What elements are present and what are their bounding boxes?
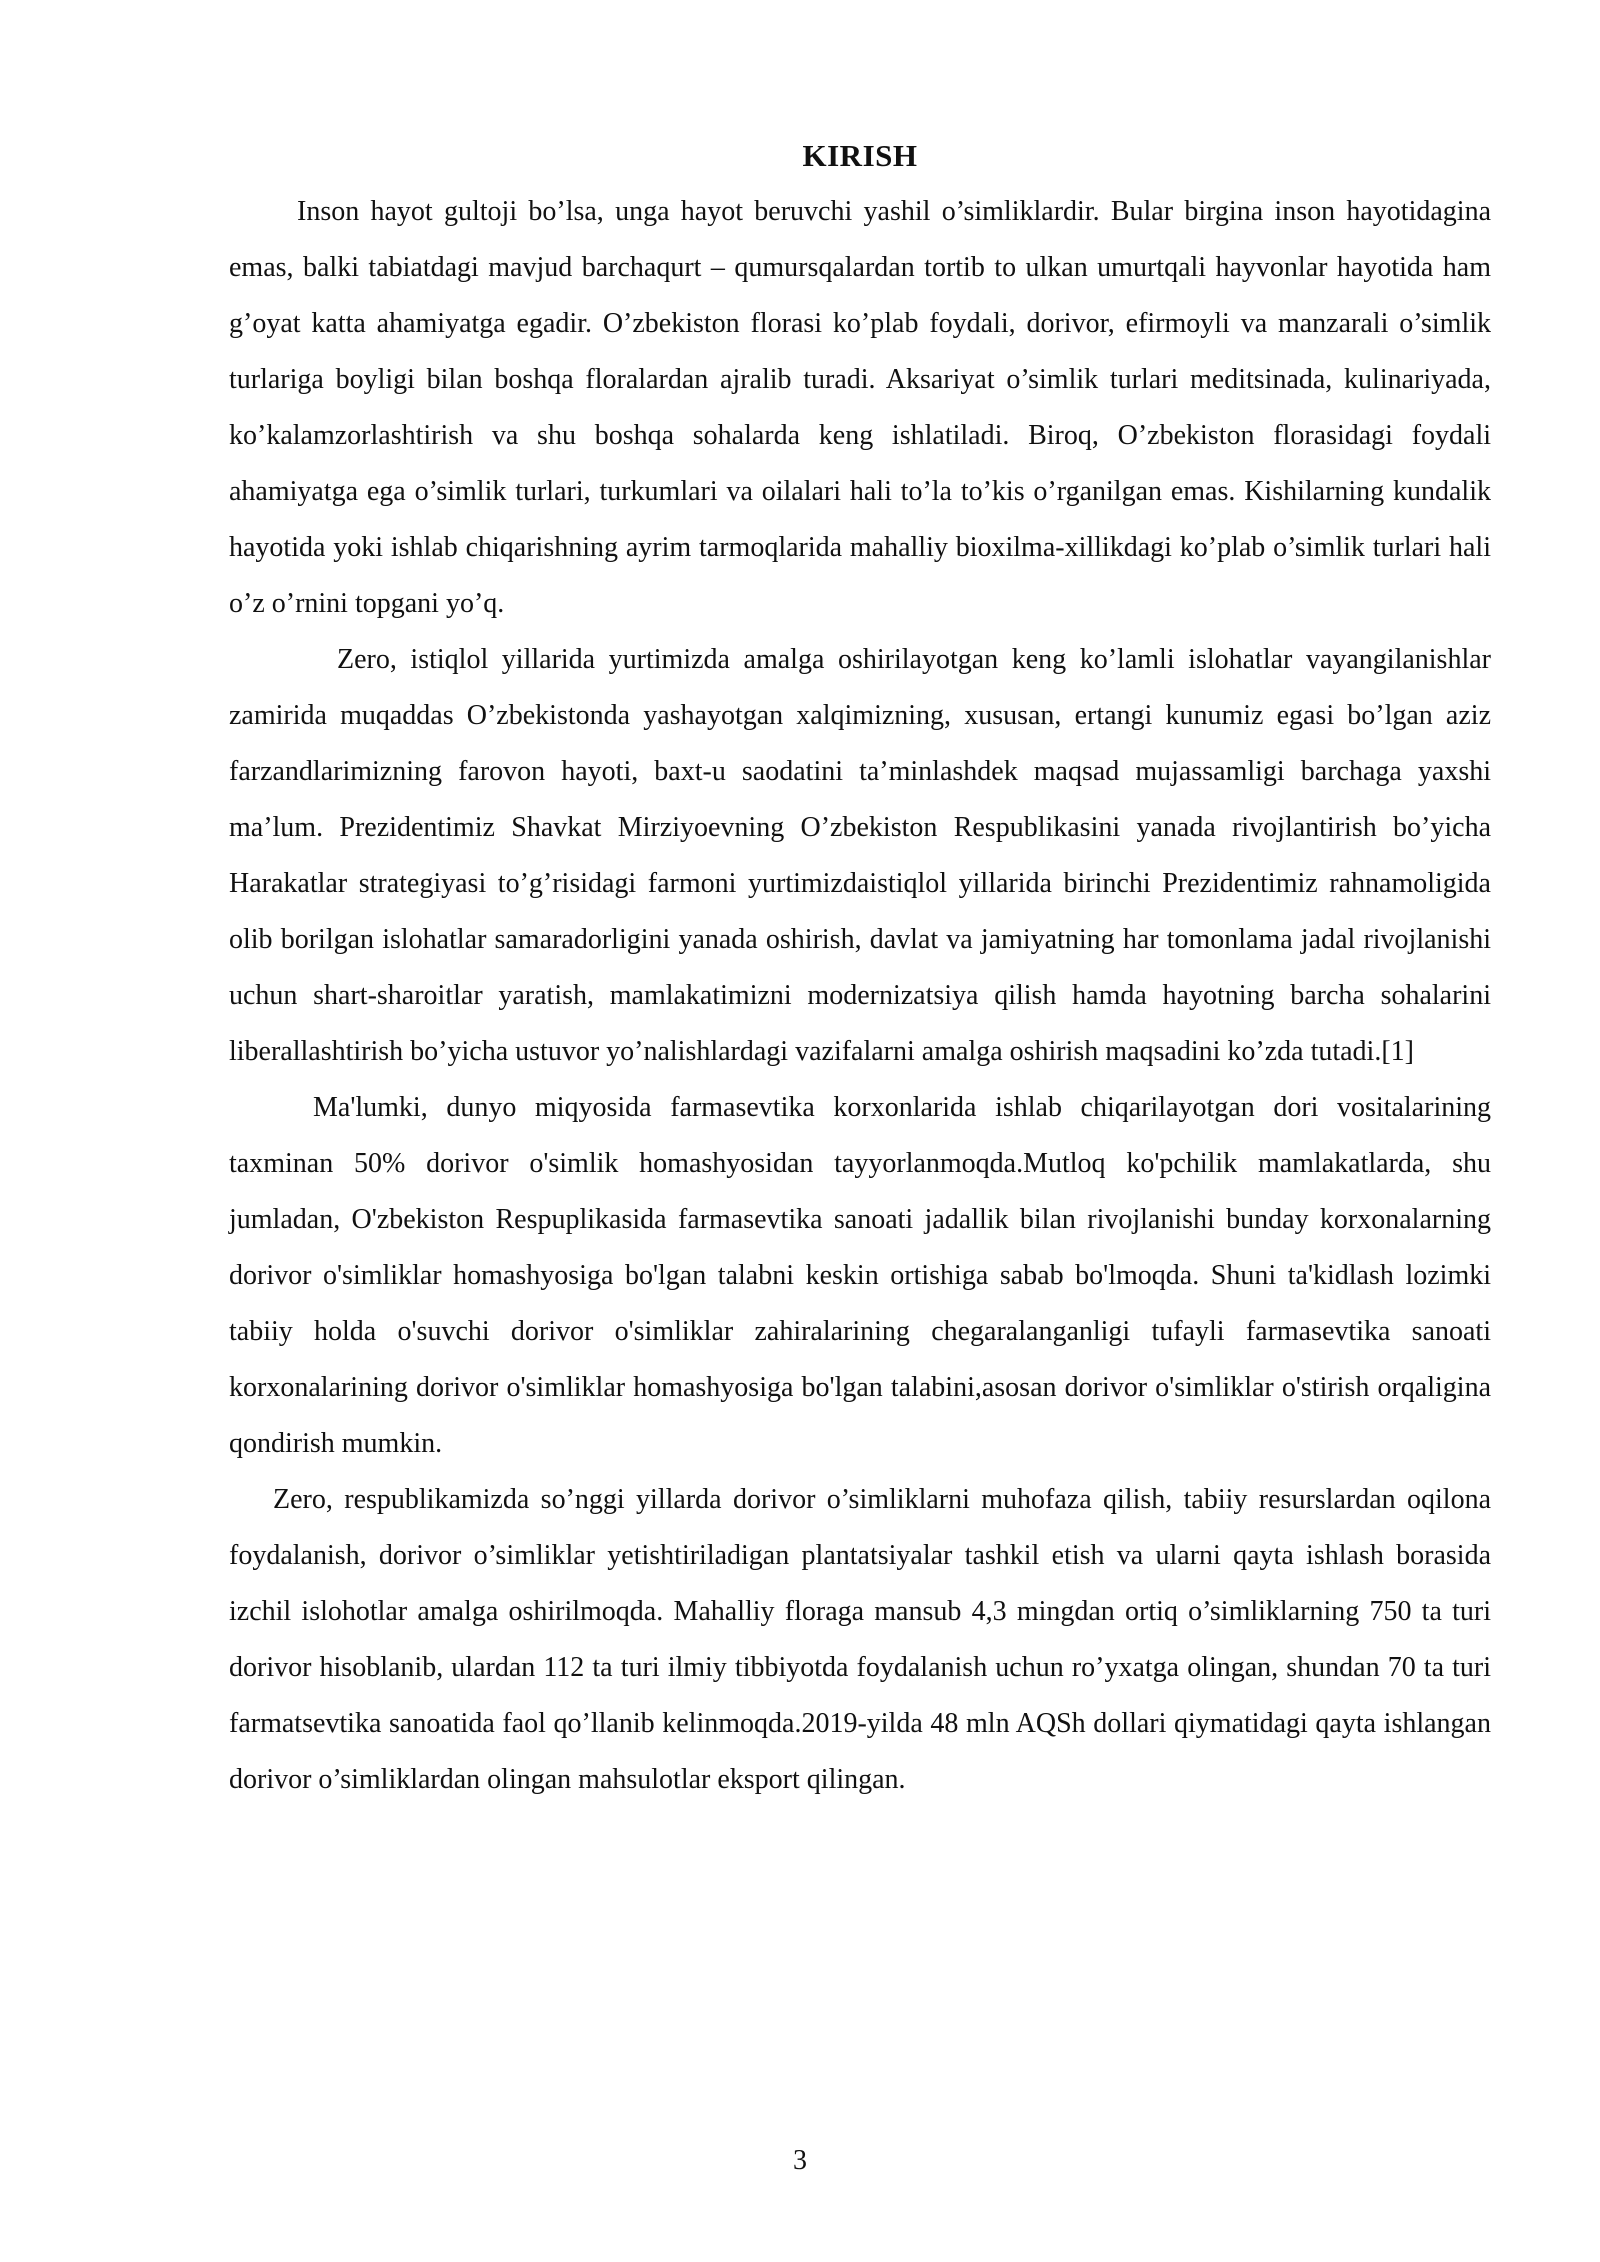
page-content bbox=[229, 128, 1491, 1808]
paragraph-2: Zero, istiqlol yillarida yurtimizda amalga oshirilayotgan keng ko’lamli islohatlar vayangilanishlar zamirida muqaddas O’zbekistonda yashayotgan xalqimizning, xususan, ertangi kunumiz egasi bo’lgan aziz farzandlarimizning farovon hayoti, baxt-u saodatini ta’minlashdek maqsad mujassamligi barchaga yaxshi ma’lum. Prezidentimiz Shavkat Mirziyoevning O’zbekiston Respublikasini yanada rivojlantirish bo’yicha Harakatlar strategiyasi to’g’risidagi farmoni yurtimizdaistiqlol yillarida birinchi Prezidentimiz rahnamoligida olib borilgan islohatlar samaradorligini yanada oshirish, davlat va jamiyatning har tomonlama jadal rivojlanishi uchun shart-sharoitlar yaratish, mamlakatimizni modernizatsiya qilish hamda hayotning barcha sohalarini liberallashtirish bo’yicha ustuvor yo’nalishlardagi vazifalarni amalga oshirish maqsadini ko’zda tutadi.[1] bbox=[229, 644, 1491, 1067]
paragraph-3: Ma'lumki, dunyo miqyosida farmasevtika korxonlarida ishlab chiqarilayotgan dori vositalarining taxminan 50% dorivor o'simlik homashyosidan tayyorlanmoqda.Mutloq ko'pchilik mamlakatlarda, shu jumladan, O'zbekiston Respuplikasida farmasevtika sanoati jadallik bilan rivojlanishi bunday korxonalarning dorivor o'simliklar homashyosiga bo'lgan talabni keskin ortishiga sabab bo'lmoqda. Shuni ta'kidlash lozimki tabiiy holda o'suvchi dorivor o'simliklar zahiralarining chegaralanganligi tufayli farmasevtika sanoati korxonalarining dorivor o'simliklar homashyosiga bo'lgan talabini,asosan dorivor o'simliklar o'stirish orqaligina qondirish mumkin. bbox=[229, 1092, 1491, 1459]
paragraph-1: Inson hayot gultoji bo’lsa, unga hayot beruvchi yashil o’simliklardir. Bular birgina inson hayotidagina emas, balki tabiatdagi mavjud barchaqurt – qumursqalardan tortib to ulkan umurtqali hayvonlar hayotida ham g’oyat katta ahamiyatga egadir. O’zbekiston florasi ko’plab foydali, dorivor, efirmoyli va manzarali o’simlik turlariga boyligi bilan boshqa floralardan ajralib turadi. Aksariyat o’simlik turlari meditsinada, kulinariyada, ko’kalamzorlashtirish va shu boshqa sohalarda keng ishlatiladi. Biroq, O’zbekiston florasidagi foydali ahamiyatga ega o’simlik turlari, turkumlari va oilalari hali to’la to’kis o’rganilgan emas. Kishilarning kundalik hayotida yoki ishlab chiqarishning ayrim tarmoqlarida mahalliy bioxilma-xillikdagi ko’plab o’simlik turlari hali o’z o’rnini topgani yo’q. bbox=[229, 196, 1491, 619]
page-number: 3 bbox=[793, 2145, 807, 2176]
page-title: KIRISH bbox=[802, 138, 918, 173]
paragraph-4: Zero, respublikamizda so’nggi yillarda dorivor o’simliklarni muhofaza qilish, tabiiy resurslardan oqilona foydalanish, dorivor o’simliklar yetishtiriladigan plantatsiyalar tashkil etish va ularni qayta ishlash borasida izchil islohotlar amalga oshirilmoqda. Mahalliy floraga mansub 4,3 mingdan ortiq o’simliklarning 750 ta turi dorivor hisoblanib, ulardan 112 ta turi ilmiy tibbiyotda foydalanish uchun ro’yxatga olingan, shundan 70 ta turi farmatsevtika sanoatida faol qo’llanib kelinmoqda.2019-yilda 48 mln AQSh dollari qiymatidagi qayta ishlangan dorivor o’simliklardan olingan mahsulotlar eksport qilingan. bbox=[229, 1484, 1491, 1795]
